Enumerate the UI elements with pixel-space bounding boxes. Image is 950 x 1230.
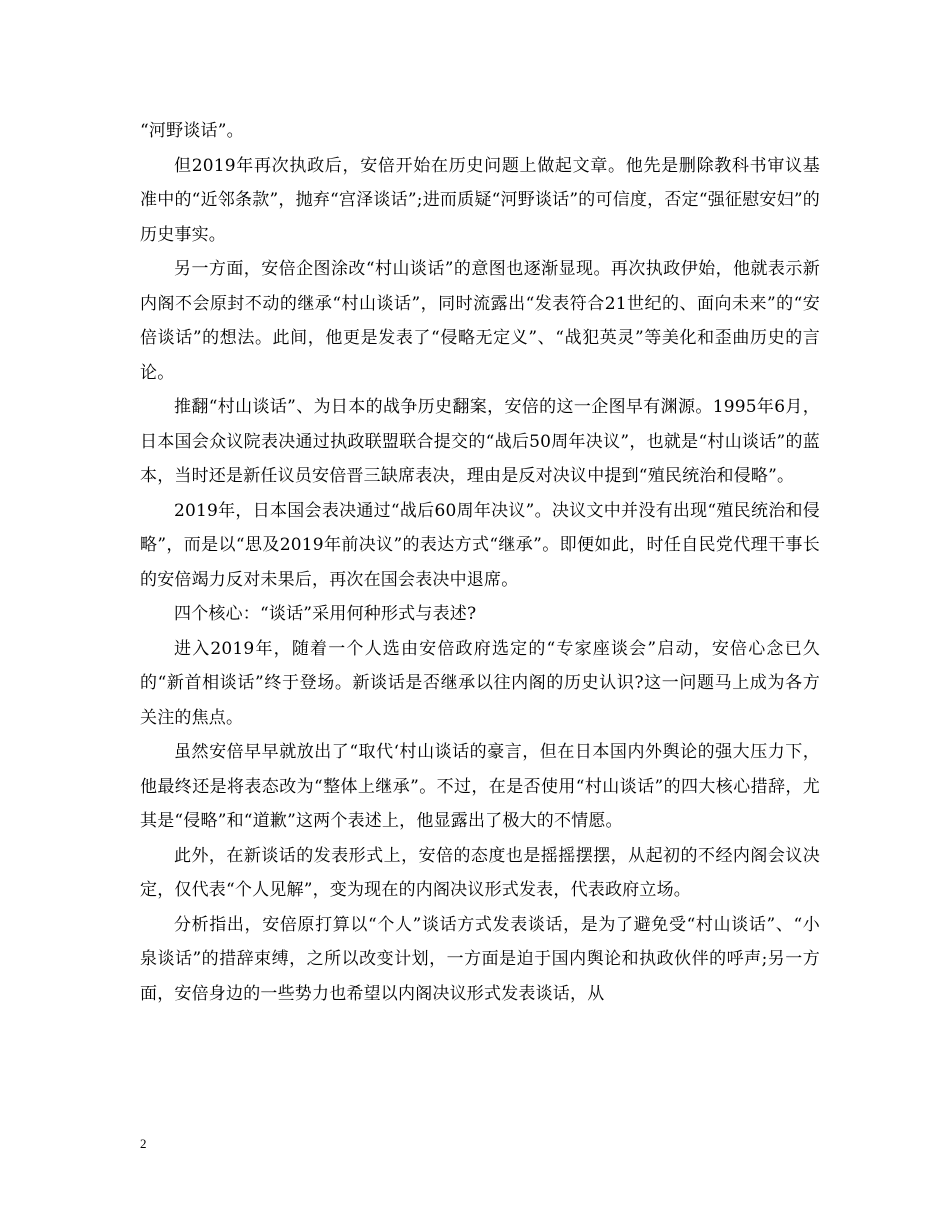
paragraph-7: 进入2019年，随着一个人选由安倍政府选定的“专家座谈会”启动，安倍心念已久的“新首相谈话”终于登场。新谈话是否继承以往内阁的历史认识?这一问题马上成为各方关注的焦点。 [140,638,820,728]
section-heading: 四个核心：“谈话”采用何种形式与表述? [174,604,477,624]
page-number: 2 [140,1136,147,1151]
paragraph-5: 2019年，日本国会表决通过“战后60周年决议”。决议文中并没有出现“殖民统治和侵略”，而是以“思及2019年前决议”的表达方式“继承”。即便如此，时任自民党代理干事长的安倍竭力反对未果后，再次在国会表决中退席。 [140,500,820,590]
paragraph-3: 另一方面，安倍企图涂改“村山谈话”的意图也逐渐显现。再次执政伊始，他就表示新内阁不会原封不动的继承“村山谈话”，同时流露出“发表符合21世纪的、面向未来”的“安倍谈话”的想法。此间，他更是发表了“侵略无定义”、“战犯英灵”等美化和歪曲历史的言论。 [140,259,820,383]
paragraph-2: 但2019年再次执政后，安倍开始在历史问题上做起文章。他先是删除教科书审议基准中的“近邻条款”，抛弃“宫泽谈话”;进而质疑“河野谈话”的可信度，否定“强征慰安妇”的历史事实。 [140,155,820,245]
paragraph-8: 虽然安倍早早就放出了“取代‘村山谈话的豪言，但在日本国内外舆论的强大压力下，他最终还是将表态改为“整体上继承”。不过，在是否使用“村山谈话”的四大核心措辞，尤其是“侵略”和“道歉”这两个表述上，他显露出了极大的不情愿。 [140,742,820,831]
paragraph-10: 分析指出，安倍原打算以“个人”谈话方式发表谈话，是为了避免受“村山谈话”、“小泉谈话”的措辞束缚，之所以改变计划，一方面是迫于国内舆论和执政伙伴的呼声;另一方面，安倍身边的一些势力也希望以内阁决议形式发表谈话，从 [140,914,820,1004]
document-body [140,114,820,1011]
paragraph-4: 推翻“村山谈话”、为日本的战争历史翻案，安倍的这一企图早有渊源。1995年6月，日本国会众议院表决通过执政联盟联合提交的“战后50周年决议”，也就是“村山谈话”的蓝本，当时还是新任议员安倍晋三缺席表决，理由是反对决议中提到“殖民统治和侵略”。 [140,397,820,486]
paragraph-9: 此外，在新谈话的发表形式上，安倍的态度也是摇摇摆摆，从起初的不经内阁会议决定，仅代表“个人见解”，变为现在的内阁决议形式发表，代表政府立场。 [140,845,820,900]
paragraph-1: “河野谈话”。 [140,121,244,141]
